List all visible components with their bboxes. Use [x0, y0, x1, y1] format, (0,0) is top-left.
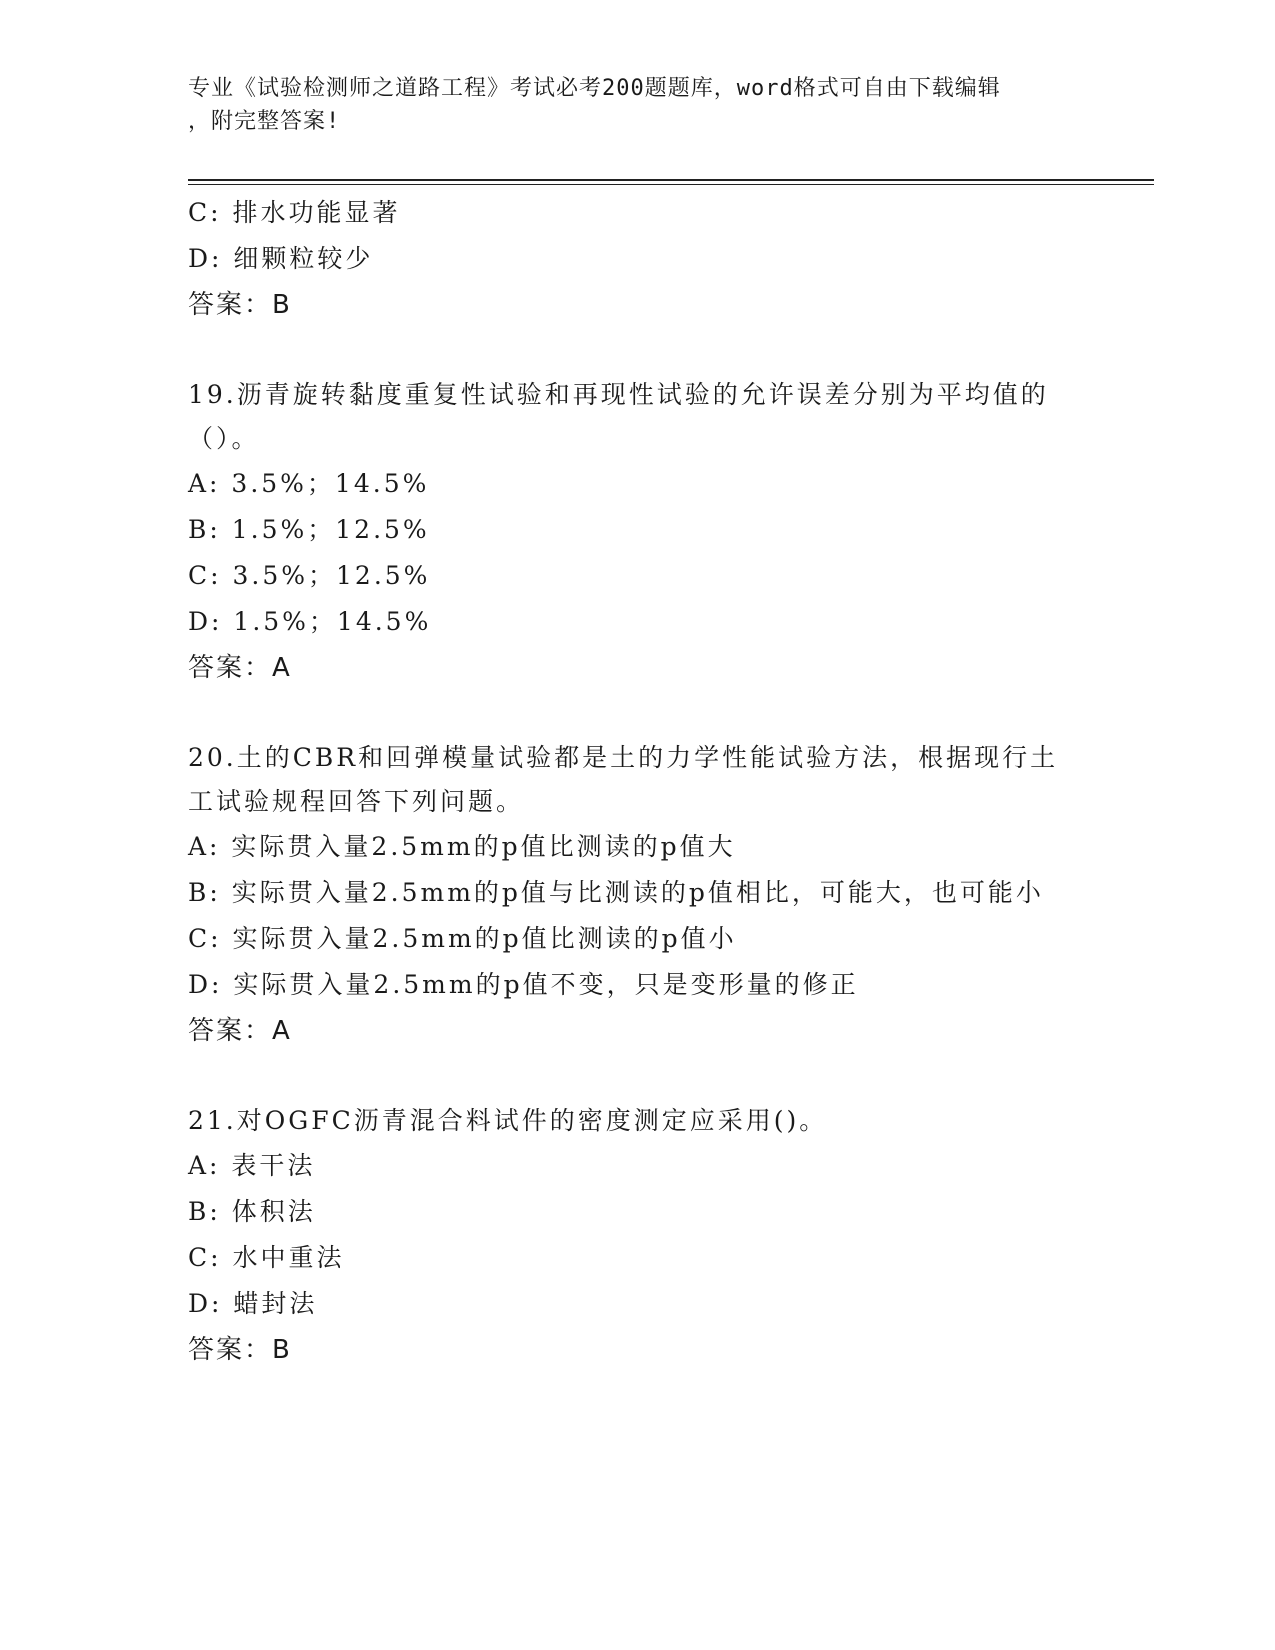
question-19	[188, 373, 1088, 691]
answer-line: 答案：A	[188, 1016, 292, 1046]
question-stem: 21.对OGFC沥青混合料试件的密度测定应采用()。	[188, 1106, 828, 1135]
option-d: D: 实际贯入量2.5mm的p值不变，只是变形量的修正	[188, 970, 859, 999]
option-a: A: 实际贯入量2.5mm的p值比测读的p值大	[188, 832, 736, 861]
option-d: D: 1.5%；14.5%	[188, 607, 432, 636]
option-b: B: 体积法	[188, 1197, 316, 1226]
question-stem: 工试验规程回答下列问题。	[188, 787, 525, 816]
option-c: C: 水中重法	[188, 1243, 345, 1272]
answer-line: 答案：A	[188, 653, 292, 683]
option-a: A: 表干法	[188, 1151, 316, 1180]
question-18-continued	[188, 190, 1088, 328]
header-title-line-2: ，附完整答案!	[188, 109, 341, 134]
option-c: C: 实际贯入量2.5mm的p值比测读的p值小	[188, 924, 737, 953]
header-divider-thin	[188, 184, 1154, 185]
question-stem: 20.土的CBR和回弹模量试验都是土的力学性能试验方法，根据现行土	[188, 743, 1059, 772]
answer-line: 答案：B	[188, 290, 292, 320]
document-header	[188, 72, 1068, 138]
option-b: B: 实际贯入量2.5mm的p值与比测读的p值相比，可能大，也可能小	[188, 878, 1044, 907]
option-a: A: 3.5%；14.5%	[188, 469, 430, 498]
option-c: C: 3.5%；12.5%	[188, 561, 431, 590]
header-divider	[188, 179, 1154, 181]
option-c: C: 排水功能显著	[188, 198, 401, 227]
option-d: D: 蜡封法	[188, 1289, 318, 1318]
question-21	[188, 1099, 1088, 1373]
question-stem: 19.沥青旋转黏度重复性试验和再现性试验的允许误差分别为平均值的	[188, 380, 1049, 409]
question-20	[188, 736, 1088, 1054]
header-title-line-1: 专业《试验检测师之道路工程》考试必考200题题库，word格式可自由下载编辑	[188, 76, 1001, 101]
option-b: B: 1.5%；12.5%	[188, 515, 430, 544]
answer-line: 答案：B	[188, 1335, 292, 1365]
question-stem: （）。	[188, 424, 260, 453]
option-d: D: 细颗粒较少	[188, 244, 374, 273]
question-list	[188, 190, 1088, 1418]
